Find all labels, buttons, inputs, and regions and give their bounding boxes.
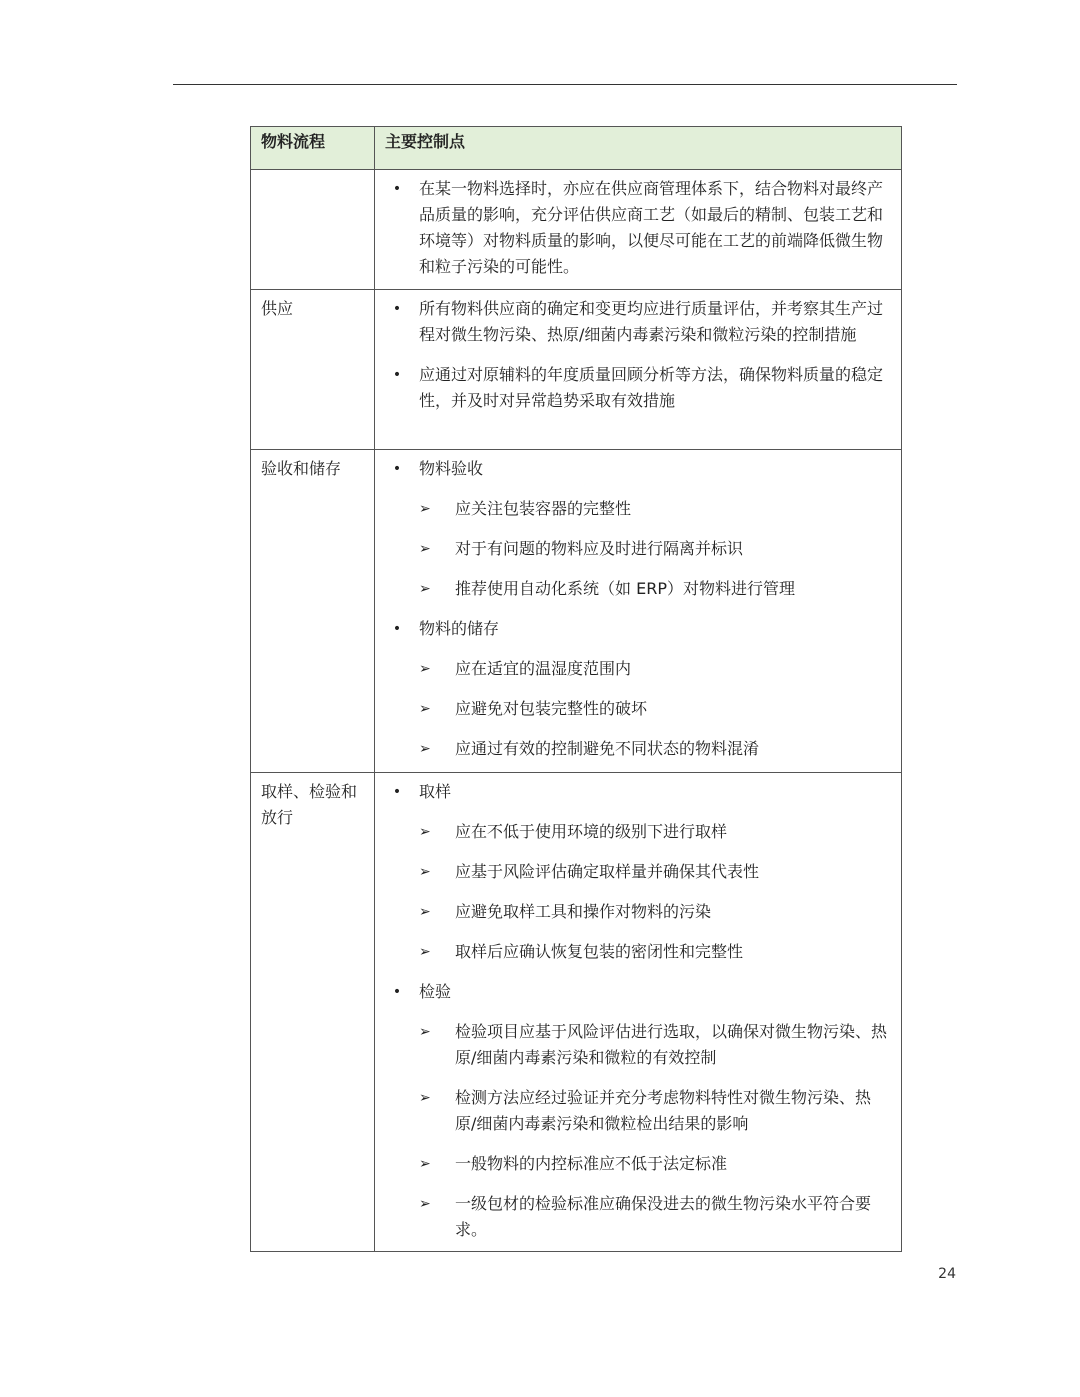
sub-text: 取样后应确认恢复包装的密闭性和完整性 [455,942,744,961]
process-cell: 取样、检验和放行 [251,773,375,1251]
bullet-item [375,616,887,642]
sub-text: 应在适宜的温湿度范围内 [455,659,632,678]
table-row [251,170,901,290]
arrow-icon: ➢ [419,944,431,960]
arrow-icon: ➢ [419,701,431,717]
sub-text: 应在不低于使用环境的级别下进行取样 [455,822,728,841]
arrow-icon: ➢ [419,864,431,880]
bullet-icon: • [392,784,402,800]
bullet-icon: • [392,301,402,317]
control-cell [375,290,901,449]
sub-text: 一级包材的检验标准应确保没进去的微生物污染水平符合要求。 [455,1194,872,1239]
bullet-text: 应通过对原辅料的年度质量回顾分析等方法，确保物料质量的稳定性，并及时对异常趋势采取有效措施 [419,365,884,410]
header-control-points: 主要控制点 [385,132,466,151]
page-number: 24 [938,1266,956,1282]
sub-item [375,1019,887,1071]
header-process: 物料流程 [251,127,375,169]
sub-item [375,736,887,762]
bullet-text: 在某一物料选择时，亦应在供应商管理体系下，结合物料对最终产品质量的影响，充分评估供应商工艺（如最后的精制、包装工艺和环境等）对物料质量的影响，以便尽可能在工艺的前端降低微生物和粒子污染的可能性。 [419,179,884,276]
arrow-icon: ➢ [419,824,431,840]
process-cell: 验收和储存 [251,450,375,772]
table-row [251,450,901,773]
bullet-text: 取样 [419,782,452,801]
sub-text: 应通过有效的控制避免不同状态的物料混淆 [455,739,760,758]
bullet-text: 物料的储存 [419,619,500,638]
table-row [251,290,901,450]
bullet-item [375,296,887,348]
sub-item [375,819,887,845]
control-cell [375,450,901,772]
sub-text: 一般物料的内控标准应不低于法定标准 [455,1154,728,1173]
bullet-item [375,779,887,805]
bullet-item [375,176,887,280]
arrow-icon: ➢ [419,1024,431,1040]
bullet-text: 物料验收 [419,459,484,478]
arrow-icon: ➢ [419,661,431,677]
sub-text: 应关注包装容器的完整性 [455,499,632,518]
arrow-icon: ➢ [419,581,431,597]
sub-text: 应避免取样工具和操作对物料的污染 [455,902,712,921]
sub-item [375,859,887,885]
arrow-icon: ➢ [419,1090,431,1106]
process-cell: 供应 [251,290,375,449]
sub-item [375,576,887,602]
sub-item [375,1151,887,1177]
sub-item [375,899,887,925]
sub-item [375,1191,887,1243]
control-points-table [250,126,902,1252]
control-cell [375,170,901,289]
table-row [251,773,901,1251]
sub-item [375,939,887,965]
sub-text: 对于有问题的物料应及时进行隔离并标识 [455,539,744,558]
process-cell [251,170,375,289]
arrow-icon: ➢ [419,1156,431,1172]
bullet-item [375,456,887,482]
control-cell [375,773,901,1251]
bullet-icon: • [392,367,402,383]
bullet-icon: • [392,621,402,637]
arrow-icon: ➢ [419,904,431,920]
table-header-row [251,127,901,170]
bullet-text: 所有物料供应商的确定和变更均应进行质量评估，并考察其生产过程对微生物污染、热原/细菌内毒素污染和微粒污染的控制措施 [419,299,884,344]
bullet-icon: • [392,461,402,477]
arrow-icon: ➢ [419,1196,431,1212]
arrow-icon: ➢ [419,501,431,517]
header-rule [173,84,957,85]
sub-text: 应基于风险评估确定取样量并确保其代表性 [455,862,760,881]
bullet-item [375,362,887,414]
sub-item [375,496,887,522]
sub-item [375,696,887,722]
sub-text: 检测方法应经过验证并充分考虑物料特性对微生物污染、热原/细菌内毒素污染和微粒检出结果的影响 [455,1088,872,1133]
sub-item [375,536,887,562]
bullet-icon: • [392,181,402,197]
arrow-icon: ➢ [419,741,431,757]
bullet-icon: • [392,984,402,1000]
bullet-text: 检验 [419,982,452,1001]
sub-item [375,1085,887,1137]
sub-text: 检验项目应基于风险评估进行选取，以确保对微生物污染、热原/细菌内毒素污染和微粒的有效控制 [455,1022,888,1067]
bullet-item [375,979,887,1005]
sub-text: 应避免对包装完整性的破坏 [455,699,648,718]
arrow-icon: ➢ [419,541,431,557]
sub-text: 推荐使用自动化系统（如 ERP）对物料进行管理 [455,579,795,598]
sub-item [375,656,887,682]
